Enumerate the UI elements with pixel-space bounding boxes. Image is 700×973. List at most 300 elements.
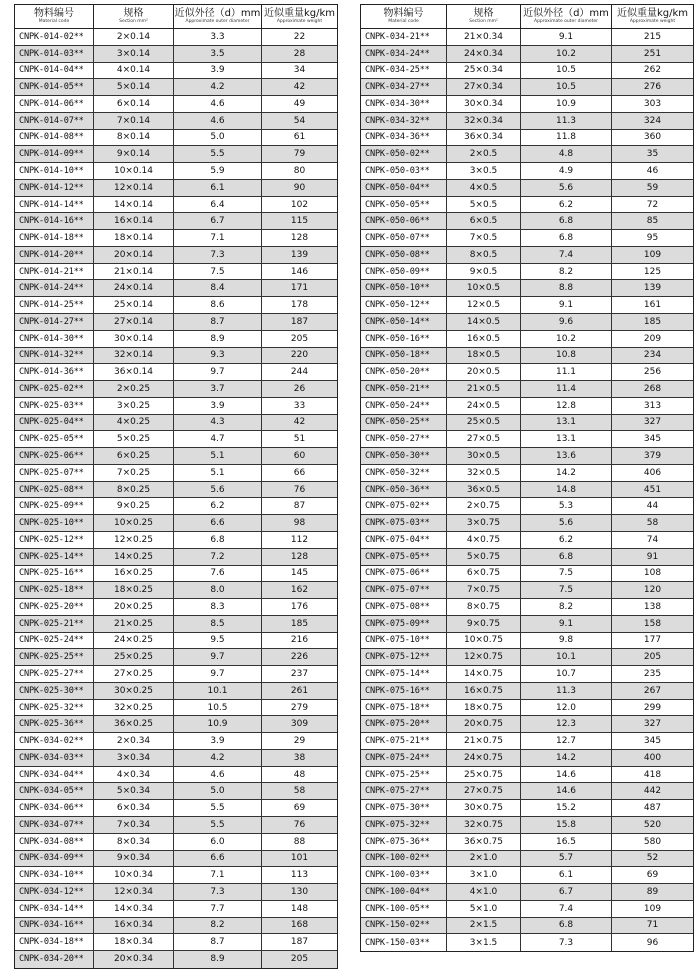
table-row bbox=[361, 381, 693, 398]
table-row bbox=[15, 180, 337, 197]
outer-diameter-cell: 10.5 bbox=[174, 700, 262, 716]
outer-diameter-cell: 8.7 bbox=[174, 314, 262, 330]
outer-diameter-cell: 5.3 bbox=[521, 498, 612, 514]
section-spec-cell: 14×0.34 bbox=[94, 901, 174, 917]
material-code-cell: CNPK-100-02** bbox=[361, 851, 447, 867]
table-row bbox=[361, 96, 693, 113]
outer-diameter-cell: 4.6 bbox=[174, 113, 262, 129]
section-spec-cell: 18×0.75 bbox=[447, 700, 521, 716]
material-code-cell: CNPK-050-02** bbox=[361, 146, 447, 162]
material-code-cell: CNPK-025-10** bbox=[15, 515, 94, 531]
outer-diameter-cell: 7.1 bbox=[174, 867, 262, 883]
outer-diameter-cell: 14.6 bbox=[521, 767, 612, 783]
material-code-cell: CNPK-025-20** bbox=[15, 599, 94, 615]
material-code-cell: CNPK-034-14** bbox=[15, 901, 94, 917]
outer-diameter-cell: 8.9 bbox=[174, 951, 262, 968]
material-code-cell: CNPK-025-21** bbox=[15, 616, 94, 632]
section-spec-cell: 32×0.5 bbox=[447, 465, 521, 481]
material-code-cell: CNPK-034-16** bbox=[15, 918, 94, 934]
outer-diameter-cell: 11.8 bbox=[521, 130, 612, 146]
outer-diameter-cell: 9.1 bbox=[521, 616, 612, 632]
weight-cell: 69 bbox=[646, 870, 659, 881]
header-outer-diameter: 近似外径（d）mm Approximate outer diameter bbox=[174, 5, 262, 28]
table-row bbox=[15, 163, 337, 180]
weight-cell: 379 bbox=[643, 451, 662, 462]
section-spec-cell: 9×0.25 bbox=[94, 498, 174, 514]
outer-diameter-cell: 3.9 bbox=[174, 733, 262, 749]
outer-diameter-cell: 6.8 bbox=[521, 213, 612, 229]
outer-diameter-cell: 7.3 bbox=[174, 884, 262, 900]
section-spec-cell: 27×0.25 bbox=[94, 666, 174, 682]
material-code-cell: CNPK-150-03** bbox=[361, 934, 447, 951]
weight-cell: 146 bbox=[290, 266, 309, 277]
outer-diameter-cell: 9.7 bbox=[174, 649, 262, 665]
table-row bbox=[361, 733, 693, 750]
section-spec-cell: 16×0.75 bbox=[447, 683, 521, 699]
material-code-cell: CNPK-050-05** bbox=[361, 197, 447, 213]
table-row bbox=[15, 364, 337, 381]
weight-cell: 162 bbox=[290, 585, 309, 596]
outer-diameter-cell: 3.7 bbox=[174, 381, 262, 397]
material-code-cell: CNPK-025-07** bbox=[15, 465, 94, 481]
section-spec-cell: 7×0.34 bbox=[94, 817, 174, 833]
weight-cell: 400 bbox=[643, 752, 662, 763]
outer-diameter-cell: 5.1 bbox=[174, 448, 262, 464]
material-code-cell: CNPK-050-08** bbox=[361, 247, 447, 263]
material-code-cell: CNPK-050-07** bbox=[361, 230, 447, 246]
weight-cell: 299 bbox=[643, 702, 662, 713]
weight-cell: 96 bbox=[646, 937, 659, 948]
material-code-cell: CNPK-014-08** bbox=[15, 130, 94, 146]
material-code-cell: CNPK-050-04** bbox=[361, 180, 447, 196]
outer-diameter-cell: 14.2 bbox=[521, 465, 612, 481]
outer-diameter-cell: 11.4 bbox=[521, 381, 612, 397]
table-row bbox=[361, 582, 693, 599]
table-row bbox=[361, 431, 693, 448]
material-code-cell: CNPK-014-32** bbox=[15, 348, 94, 364]
outer-diameter-cell: 10.9 bbox=[174, 716, 262, 732]
outer-diameter-cell: 5.6 bbox=[174, 482, 262, 498]
outer-diameter-cell: 7.3 bbox=[521, 934, 612, 951]
material-code-cell: CNPK-075-30** bbox=[361, 800, 447, 816]
section-spec-cell: 8×0.5 bbox=[447, 247, 521, 263]
weight-cell: 74 bbox=[646, 534, 659, 545]
weight-cell: 251 bbox=[643, 48, 662, 59]
section-spec-cell: 30×0.34 bbox=[447, 96, 521, 112]
weight-cell: 54 bbox=[293, 115, 306, 126]
outer-diameter-cell: 6.8 bbox=[174, 532, 262, 548]
section-spec-cell: 4×0.14 bbox=[94, 63, 174, 79]
table-row bbox=[361, 213, 693, 230]
material-code-cell: CNPK-150-02** bbox=[361, 918, 447, 934]
weight-cell: 71 bbox=[646, 920, 659, 931]
weight-cell: 520 bbox=[643, 819, 662, 830]
outer-diameter-cell: 8.0 bbox=[174, 582, 262, 598]
material-code-cell: CNPK-025-04** bbox=[15, 415, 94, 431]
weight-cell: 580 bbox=[643, 836, 662, 847]
table-row bbox=[361, 599, 693, 616]
section-spec-cell: 24×0.14 bbox=[94, 280, 174, 296]
outer-diameter-cell: 12.3 bbox=[521, 716, 612, 732]
section-spec-cell: 36×0.5 bbox=[447, 482, 521, 498]
material-code-cell: CNPK-014-20** bbox=[15, 247, 94, 263]
weight-cell: 327 bbox=[643, 719, 662, 730]
outer-diameter-cell: 5.7 bbox=[521, 851, 612, 867]
material-code-cell: CNPK-034-32** bbox=[361, 113, 447, 129]
outer-diameter-cell: 6.8 bbox=[521, 230, 612, 246]
section-spec-cell: 25×0.34 bbox=[447, 63, 521, 79]
weight-cell: 168 bbox=[290, 920, 309, 931]
header-weight: 近似重量kg/km Approximate weight bbox=[263, 8, 336, 24]
section-spec-cell: 7×0.5 bbox=[447, 230, 521, 246]
weight-cell: 28 bbox=[293, 48, 306, 59]
material-code-cell: CNPK-050-10** bbox=[361, 280, 447, 296]
material-code-cell: CNPK-050-12** bbox=[361, 297, 447, 313]
outer-diameter-cell: 4.8 bbox=[521, 146, 612, 162]
material-code-cell: CNPK-014-25** bbox=[15, 297, 94, 313]
weight-cell: 101 bbox=[290, 853, 309, 864]
material-code-cell: CNPK-075-14** bbox=[361, 666, 447, 682]
weight-cell: 262 bbox=[643, 65, 662, 76]
table-row bbox=[361, 247, 693, 264]
section-spec-cell: 12×0.75 bbox=[447, 649, 521, 665]
table-row bbox=[361, 498, 693, 515]
section-spec-cell: 4×1.0 bbox=[447, 884, 521, 900]
section-spec-cell: 16×0.34 bbox=[94, 918, 174, 934]
section-spec-cell: 12×0.25 bbox=[94, 532, 174, 548]
weight-cell: 128 bbox=[290, 551, 309, 562]
section-spec-cell: 32×0.14 bbox=[94, 348, 174, 364]
material-code-cell: CNPK-075-16** bbox=[361, 683, 447, 699]
table-row bbox=[361, 197, 693, 214]
table-row bbox=[15, 700, 337, 717]
section-spec-cell: 30×0.14 bbox=[94, 331, 174, 347]
section-spec-cell: 9×0.34 bbox=[94, 851, 174, 867]
table-row bbox=[15, 733, 337, 750]
outer-diameter-cell: 10.2 bbox=[521, 331, 612, 347]
outer-diameter-cell: 4.7 bbox=[174, 431, 262, 447]
material-code-cell: CNPK-034-02** bbox=[15, 733, 94, 749]
material-code-cell: CNPK-050-25** bbox=[361, 415, 447, 431]
table-row bbox=[15, 264, 337, 281]
section-spec-cell: 3×1.0 bbox=[447, 867, 521, 883]
table-row bbox=[15, 381, 337, 398]
weight-cell: 345 bbox=[643, 736, 662, 747]
outer-diameter-cell: 6.0 bbox=[174, 834, 262, 850]
section-spec-cell: 7×0.14 bbox=[94, 113, 174, 129]
table-row bbox=[15, 146, 337, 163]
table-row bbox=[15, 884, 337, 901]
table-row bbox=[15, 79, 337, 96]
weight-cell: 345 bbox=[643, 434, 662, 445]
table-row bbox=[361, 448, 693, 465]
section-spec-cell: 30×0.5 bbox=[447, 448, 521, 464]
table-row bbox=[15, 247, 337, 264]
weight-cell: 324 bbox=[643, 115, 662, 126]
table-row bbox=[361, 146, 693, 163]
outer-diameter-cell: 11.1 bbox=[521, 364, 612, 380]
weight-cell: 406 bbox=[643, 467, 662, 478]
section-spec-cell: 5×0.5 bbox=[447, 197, 521, 213]
material-code-cell: CNPK-075-27** bbox=[361, 783, 447, 799]
weight-cell: 109 bbox=[643, 249, 662, 260]
section-spec-cell: 10×0.34 bbox=[94, 867, 174, 883]
table-row bbox=[15, 197, 337, 214]
outer-diameter-cell: 6.2 bbox=[521, 532, 612, 548]
weight-cell: 226 bbox=[290, 652, 309, 663]
material-code-cell: CNPK-014-27** bbox=[15, 314, 94, 330]
table-row bbox=[15, 666, 337, 683]
table-row bbox=[15, 213, 337, 230]
weight-cell: 79 bbox=[293, 149, 306, 160]
material-code-cell: CNPK-050-16** bbox=[361, 331, 447, 347]
table-row bbox=[15, 750, 337, 767]
table-row bbox=[15, 851, 337, 868]
table-row bbox=[15, 901, 337, 918]
material-code-cell: CNPK-014-12** bbox=[15, 180, 94, 196]
table-row bbox=[361, 633, 693, 650]
weight-cell: 72 bbox=[646, 199, 659, 210]
section-spec-cell: 2×1.0 bbox=[447, 851, 521, 867]
outer-diameter-cell: 5.1 bbox=[174, 465, 262, 481]
weight-cell: 237 bbox=[290, 668, 309, 679]
weight-cell: 261 bbox=[290, 685, 309, 696]
section-spec-cell: 3×0.34 bbox=[94, 750, 174, 766]
outer-diameter-cell: 8.8 bbox=[521, 280, 612, 296]
outer-diameter-cell: 7.5 bbox=[521, 582, 612, 598]
material-code-cell: CNPK-014-21** bbox=[15, 264, 94, 280]
weight-cell: 216 bbox=[290, 635, 309, 646]
outer-diameter-cell: 4.6 bbox=[174, 96, 262, 112]
material-code-cell: CNPK-025-02** bbox=[15, 381, 94, 397]
table-row bbox=[15, 834, 337, 851]
section-spec-cell: 4×0.5 bbox=[447, 180, 521, 196]
section-spec-cell: 9×0.5 bbox=[447, 264, 521, 280]
section-spec-cell: 36×0.34 bbox=[447, 130, 521, 146]
outer-diameter-cell: 10.8 bbox=[521, 348, 612, 364]
material-code-cell: CNPK-050-24** bbox=[361, 398, 447, 414]
table-row bbox=[361, 649, 693, 666]
weight-cell: 120 bbox=[643, 585, 662, 596]
material-code-cell: CNPK-034-36** bbox=[361, 130, 447, 146]
table-row bbox=[361, 867, 693, 884]
weight-cell: 113 bbox=[290, 870, 309, 881]
weight-cell: 185 bbox=[290, 618, 309, 629]
material-code-cell: CNPK-025-18** bbox=[15, 582, 94, 598]
material-code-cell: CNPK-014-18** bbox=[15, 230, 94, 246]
section-spec-cell: 3×0.14 bbox=[94, 46, 174, 62]
weight-cell: 85 bbox=[646, 216, 659, 227]
material-code-cell: CNPK-014-04** bbox=[15, 63, 94, 79]
table-row bbox=[15, 633, 337, 650]
table-row bbox=[361, 700, 693, 717]
table-row bbox=[15, 448, 337, 465]
section-spec-cell: 10×0.75 bbox=[447, 633, 521, 649]
table-row bbox=[361, 566, 693, 583]
weight-cell: 139 bbox=[290, 249, 309, 260]
table-row bbox=[15, 549, 337, 566]
material-code-cell: CNPK-050-09** bbox=[361, 264, 447, 280]
material-code-cell: CNPK-025-03** bbox=[15, 398, 94, 414]
spec-table-left bbox=[14, 4, 338, 969]
material-code-cell: CNPK-075-04** bbox=[361, 532, 447, 548]
outer-diameter-cell: 6.8 bbox=[521, 918, 612, 934]
section-spec-cell: 25×0.25 bbox=[94, 649, 174, 665]
material-code-cell: CNPK-034-07** bbox=[15, 817, 94, 833]
material-code-cell: CNPK-034-09** bbox=[15, 851, 94, 867]
table-row bbox=[361, 482, 693, 499]
outer-diameter-cell: 12.0 bbox=[521, 700, 612, 716]
material-code-cell: CNPK-075-21** bbox=[361, 733, 447, 749]
weight-cell: 276 bbox=[643, 82, 662, 93]
outer-diameter-cell: 14.6 bbox=[521, 783, 612, 799]
outer-diameter-cell: 6.1 bbox=[174, 180, 262, 196]
material-code-cell: CNPK-014-24** bbox=[15, 280, 94, 296]
material-code-cell: CNPK-025-27** bbox=[15, 666, 94, 682]
outer-diameter-cell: 6.2 bbox=[521, 197, 612, 213]
section-spec-cell: 21×0.75 bbox=[447, 733, 521, 749]
table-row bbox=[361, 130, 693, 147]
section-spec-cell: 24×0.25 bbox=[94, 633, 174, 649]
outer-diameter-cell: 8.2 bbox=[521, 264, 612, 280]
table-row bbox=[361, 918, 693, 935]
section-spec-cell: 10×0.25 bbox=[94, 515, 174, 531]
material-code-cell: CNPK-034-10** bbox=[15, 867, 94, 883]
weight-cell: 49 bbox=[293, 98, 306, 109]
material-code-cell: CNPK-075-10** bbox=[361, 633, 447, 649]
weight-cell: 112 bbox=[290, 534, 309, 545]
outer-diameter-cell: 9.7 bbox=[174, 364, 262, 380]
table-row bbox=[15, 96, 337, 113]
section-spec-cell: 8×0.75 bbox=[447, 599, 521, 615]
table-row bbox=[361, 163, 693, 180]
material-code-cell: CNPK-050-20** bbox=[361, 364, 447, 380]
section-spec-cell: 32×0.34 bbox=[447, 113, 521, 129]
material-code-cell: CNPK-014-30** bbox=[15, 331, 94, 347]
section-spec-cell: 16×0.25 bbox=[94, 566, 174, 582]
section-spec-cell: 6×0.5 bbox=[447, 213, 521, 229]
header-section: 规格 Section mm² bbox=[94, 5, 174, 28]
section-spec-cell: 16×0.5 bbox=[447, 331, 521, 347]
material-code-cell: CNPK-014-36** bbox=[15, 364, 94, 380]
weight-cell: 90 bbox=[293, 182, 306, 193]
outer-diameter-cell: 9.8 bbox=[521, 633, 612, 649]
outer-diameter-cell: 4.3 bbox=[174, 415, 262, 431]
section-spec-cell: 12×0.34 bbox=[94, 884, 174, 900]
weight-cell: 209 bbox=[643, 333, 662, 344]
material-code-cell: CNPK-075-12** bbox=[361, 649, 447, 665]
section-spec-cell: 5×0.14 bbox=[94, 79, 174, 95]
outer-diameter-cell: 7.2 bbox=[174, 549, 262, 565]
weight-cell: 59 bbox=[646, 182, 659, 193]
material-code-cell: CNPK-050-27** bbox=[361, 431, 447, 447]
weight-cell: 139 bbox=[643, 283, 662, 294]
outer-diameter-cell: 8.2 bbox=[521, 599, 612, 615]
material-code-cell: CNPK-025-25** bbox=[15, 649, 94, 665]
section-spec-cell: 27×0.75 bbox=[447, 783, 521, 799]
material-code-cell: CNPK-034-25** bbox=[361, 63, 447, 79]
table-row bbox=[15, 498, 337, 515]
weight-cell: 58 bbox=[293, 786, 306, 797]
weight-cell: 176 bbox=[290, 601, 309, 612]
weight-cell: 177 bbox=[643, 635, 662, 646]
weight-cell: 215 bbox=[643, 31, 662, 42]
section-spec-cell: 18×0.34 bbox=[94, 934, 174, 950]
outer-diameter-cell: 8.6 bbox=[174, 297, 262, 313]
table-row bbox=[361, 750, 693, 767]
weight-cell: 220 bbox=[290, 350, 309, 361]
weight-cell: 52 bbox=[646, 853, 659, 864]
table-row bbox=[15, 716, 337, 733]
weight-cell: 138 bbox=[643, 601, 662, 612]
section-spec-cell: 21×0.14 bbox=[94, 264, 174, 280]
table-row bbox=[361, 113, 693, 130]
table-row bbox=[361, 800, 693, 817]
weight-cell: 244 bbox=[290, 367, 309, 378]
section-spec-cell: 25×0.14 bbox=[94, 297, 174, 313]
table-row bbox=[361, 29, 693, 46]
table-row bbox=[15, 532, 337, 549]
outer-diameter-cell: 13.1 bbox=[521, 415, 612, 431]
section-spec-cell: 25×0.75 bbox=[447, 767, 521, 783]
material-code-cell: CNPK-075-25** bbox=[361, 767, 447, 783]
header-material-code: 物料编号 Material code bbox=[361, 5, 447, 28]
material-code-cell: CNPK-034-18** bbox=[15, 934, 94, 950]
outer-diameter-cell: 10.5 bbox=[521, 79, 612, 95]
weight-cell: 108 bbox=[643, 568, 662, 579]
weight-cell: 309 bbox=[290, 719, 309, 730]
outer-diameter-cell: 14.2 bbox=[521, 750, 612, 766]
section-spec-cell: 5×0.75 bbox=[447, 549, 521, 565]
weight-cell: 115 bbox=[290, 216, 309, 227]
section-spec-cell: 24×0.34 bbox=[447, 46, 521, 62]
material-code-cell: CNPK-050-18** bbox=[361, 348, 447, 364]
table-row bbox=[361, 63, 693, 80]
table-row bbox=[15, 331, 337, 348]
weight-cell: 268 bbox=[643, 383, 662, 394]
weight-cell: 161 bbox=[643, 300, 662, 311]
table-row bbox=[361, 465, 693, 482]
section-spec-cell: 10×0.5 bbox=[447, 280, 521, 296]
section-spec-cell: 4×0.34 bbox=[94, 767, 174, 783]
section-spec-cell: 18×0.25 bbox=[94, 582, 174, 598]
material-code-cell: CNPK-075-24** bbox=[361, 750, 447, 766]
material-code-cell: CNPK-050-36** bbox=[361, 482, 447, 498]
section-spec-cell: 6×0.14 bbox=[94, 96, 174, 112]
weight-cell: 234 bbox=[643, 350, 662, 361]
section-spec-cell: 10×0.14 bbox=[94, 163, 174, 179]
weight-cell: 158 bbox=[643, 618, 662, 629]
weight-cell: 88 bbox=[293, 836, 306, 847]
section-spec-cell: 20×0.5 bbox=[447, 364, 521, 380]
outer-diameter-cell: 8.5 bbox=[174, 616, 262, 632]
header-outer-diameter: 近似外径（d）mm Approximate outer diameter bbox=[521, 5, 612, 28]
section-spec-cell: 8×0.14 bbox=[94, 130, 174, 146]
section-spec-cell: 24×0.5 bbox=[447, 398, 521, 414]
table-header bbox=[361, 5, 693, 29]
outer-diameter-cell: 14.8 bbox=[521, 482, 612, 498]
outer-diameter-cell: 8.7 bbox=[174, 934, 262, 950]
table-row bbox=[361, 666, 693, 683]
section-spec-cell: 32×0.75 bbox=[447, 817, 521, 833]
material-code-cell: CNPK-014-16** bbox=[15, 213, 94, 229]
table-row bbox=[15, 918, 337, 935]
outer-diameter-cell: 6.7 bbox=[521, 884, 612, 900]
section-spec-cell: 20×0.34 bbox=[94, 951, 174, 968]
material-code-cell: CNPK-014-10** bbox=[15, 163, 94, 179]
material-code-cell: CNPK-025-24** bbox=[15, 633, 94, 649]
section-spec-cell: 5×0.25 bbox=[94, 431, 174, 447]
